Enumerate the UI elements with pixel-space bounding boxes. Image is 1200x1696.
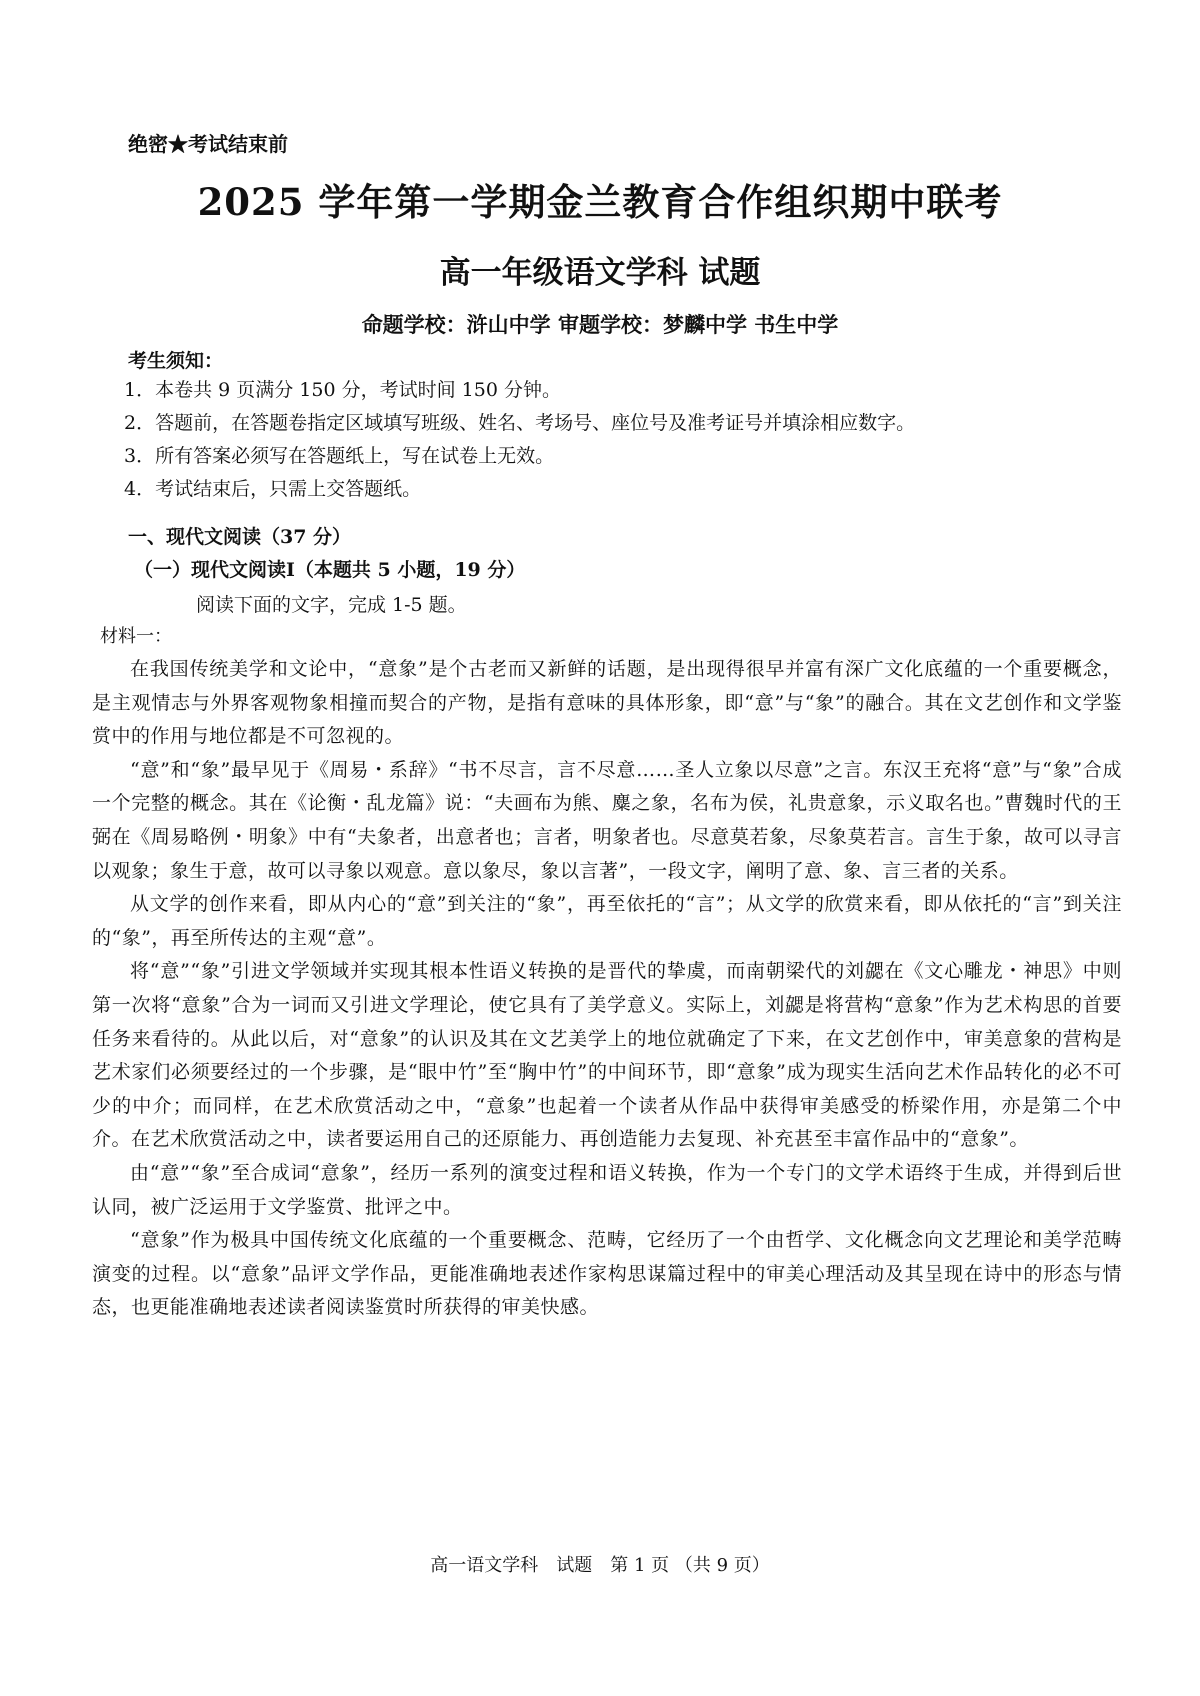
notice-heading: 考生须知： (128, 350, 224, 372)
notice-item: 1．本卷共 9 页满分 150 分，考试时间 150 分钟。 (124, 379, 561, 401)
page-footer: 高一语文学科 试题 第 1 页 （共 9 页） (430, 1555, 770, 1576)
notice-list (124, 374, 1174, 506)
notice-item: 3．所有答案必须写在答题纸上，写在试卷上无效。 (124, 445, 555, 467)
paragraph: 将“意”“象”引进文学领域并实现其根本性语义转换的是晋代的挚虞，而南朝梁代的刘勰在《文心雕龙・神思》中则第一次将“意象”合为一词而又引进文学理论，使它具有了美学意义。实际上，刘勰是将营构“意象”作为艺术构思的首要任务来看待的。从此以后，对“意象”的认识及其在文艺美学上的地位就确定了下来，在文艺创作中，审美意象的营构是艺术家们必须要经过的一个步骤，是“眼中竹”至“胸中竹”的中间环节，即“意象”成为现实生活向艺术作品转化的必不可少的中介；而同样，在艺术欣赏活动之中，“意象”也起着一个读者从作品中获得审美感受的桥梁作用，亦是第二个中介。在艺术欣赏活动之中，读者要运用自己的还原能力、再创造能力去复现、补充甚至丰富作品中的“意象”。 (92, 960, 1122, 1151)
material-label: 材料一： (100, 626, 172, 647)
secret-mark: 绝密★考试结束前 (128, 132, 288, 156)
notice-item: 4．考试结束后，只需上交答题纸。 (124, 478, 422, 500)
section-title: 一、现代文阅读（37 分） (128, 526, 352, 548)
school-info: 命题学校：浒山中学 审题学校：梦麟中学 书生中学 (361, 312, 839, 337)
material-body (92, 653, 1122, 1325)
notice-item: 2．答题前，在答题卷指定区域填写班级、姓名、考场号、座位号及准考证号并填涂相应数字。 (124, 412, 916, 434)
exam-title: 2025 学年第一学期金兰教育合作组织期中联考 (197, 180, 1003, 224)
reading-instruction: 阅读下面的文字，完成 1-5 题。 (196, 594, 467, 616)
exam-subtitle: 高一年级语文学科 试题 (439, 255, 761, 291)
paragraph: “意”和“象”最早见于《周易・系辞》“书不尽言，言不尽意……圣人立象以尽意”之言。东汉王充将“意”与“象”合成一个完整的概念。其在《论衡・乱龙篇》说：“夫画布为熊、麋之象，名布为侯，礼贵意象，示义取名也。”曹魏时代的王弼在《周易略例・明象》中有“夫象者，出意者也；言者，明象者也。尽意莫若象，尽象莫若言。言生于象，故可以寻言以观象；象生于意，故可以寻象以观意。意以象尽，象以言著”，一段文字，阐明了意、象、言三者的关系。 (92, 758, 1122, 882)
paragraph: 在我国传统美学和文论中，“意象”是个古老而又新鲜的话题，是出现得很早并富有深广文化底蕴的一个重要概念，是主观情志与外界客观物象相撞而契合的产物，是指有意味的具体形象，即“意”与“象”的融合。其在文艺创作和文学鉴赏中的作用与地位都是不可忽视的。 (92, 658, 1122, 748)
paragraph: “意象”作为极具中国传统文化底蕴的一个重要概念、范畴，它经历了一个由哲学、文化概念向文艺理论和美学范畴演变的过程。以“意象”品评文学作品，更能准确地表述作家构思谋篇过程中的审美心理活动及其呈现在诗中的形态与情态，也更能准确地表述读者阅读鉴赏时所获得的审美快感。 (92, 1229, 1122, 1319)
paragraph: 由“意”“象”至合成词“意象”，经历一系列的演变过程和语义转换，作为一个专门的文学术语终于生成，并得到后世认同，被广泛运用于文学鉴赏、批评之中。 (92, 1161, 1122, 1218)
paragraph: 从文学的创作来看，即从内心的“意”到关注的“象”，再至依托的“言”；从文学的欣赏来看，即从依托的“言”到关注的“象”，再至所传达的主观“意”。 (92, 893, 1122, 949)
subsection-title: （一）现代文阅读Ⅰ（本题共 5 小题，19 分） (134, 559, 526, 581)
